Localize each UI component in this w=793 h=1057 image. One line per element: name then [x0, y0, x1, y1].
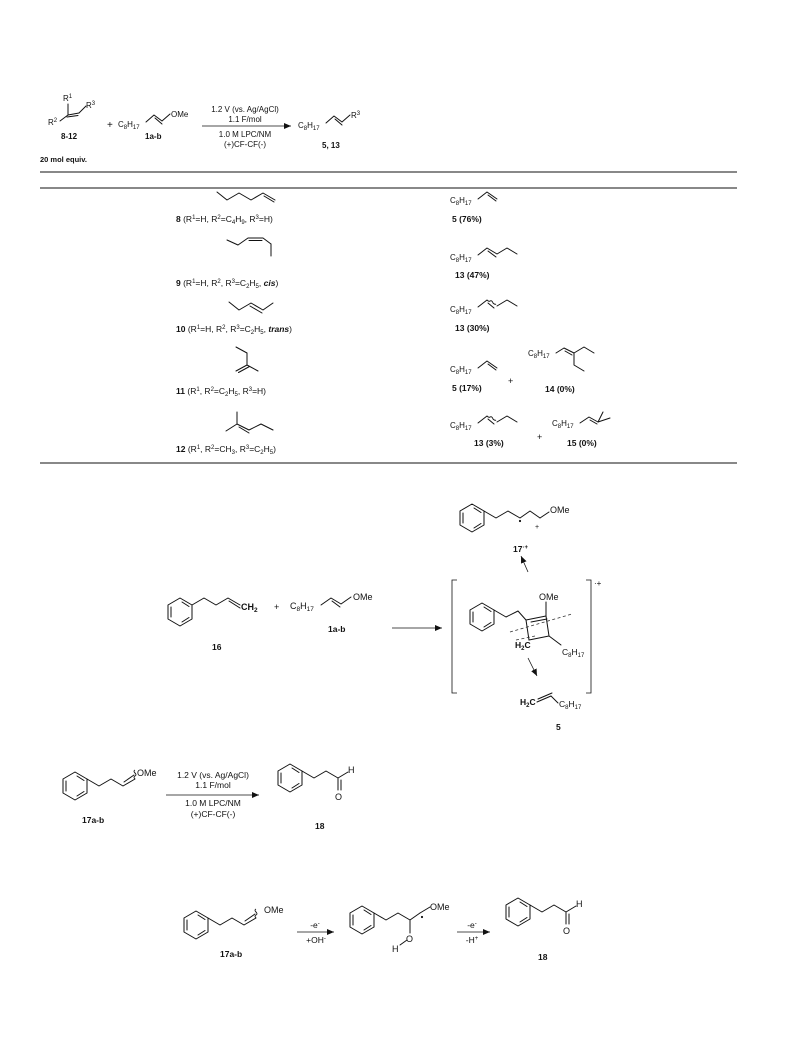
- h-label: H: [348, 765, 355, 775]
- ome-label: OMe: [550, 505, 570, 515]
- fragmentation-arrow-up: [521, 556, 528, 572]
- svg-text:C8H17: $C_8H_{17}$: [528, 349, 550, 360]
- product-label: 18: [538, 952, 548, 962]
- enol-ether-structure: [118, 110, 189, 131]
- o-label: O: [406, 934, 414, 944]
- ome-label: OMe: [171, 110, 189, 119]
- radical-cation-17-structure: [460, 504, 570, 532]
- substrate-table: [40, 172, 737, 463]
- ome-label: OMe: [539, 592, 559, 602]
- condition-charge: 1.1 F/mol: [228, 115, 262, 124]
- hydroxy-radical-intermediate: [350, 902, 450, 954]
- substrate-label: 12 ($R^1$, $R^2=CH_3$, $R^3=C_2H_5$): [176, 444, 276, 456]
- o-label: O: [335, 792, 343, 802]
- substrate-label: 8 ($R^1=H$, $R^2=C_4H_9$, $R^3=H$): [176, 214, 273, 226]
- compound-17ab-structure: [63, 768, 157, 800]
- svg-text:R3: $R^3$: [351, 111, 361, 120]
- scheme-3: [63, 764, 355, 831]
- aldehyde-18-structure: [506, 898, 583, 936]
- product-yield: 5 (17%): [452, 383, 482, 393]
- svg-text:C8H17: $C_8H_{17}$: [552, 419, 574, 430]
- substrate-label: 11 ($R^1$, $R^2=C_2H_5$, $R^3=H$): [176, 386, 266, 398]
- compound-16-structure: [168, 598, 258, 626]
- table-row: [176, 412, 610, 456]
- radical-cation-charge: ·+: [594, 579, 602, 588]
- enol-ether-structure: [290, 592, 373, 613]
- product-yield: 13 (30%): [455, 323, 490, 333]
- product-yield: 14 (0%): [545, 384, 575, 394]
- svg-text:C8H17: $C_8H_{17}$: [450, 196, 472, 207]
- reactant-b-label: 1a-b: [145, 132, 162, 141]
- h-label: H: [392, 944, 399, 954]
- ome-label: OMe: [264, 905, 284, 915]
- plus-sign: +: [508, 376, 514, 386]
- svg-text:C8H17: $C_8H_{17}$: [450, 253, 472, 264]
- table-row: [176, 238, 517, 290]
- compound-17ab-structure: [184, 905, 284, 939]
- svg-text:R2: $R^2$: [48, 118, 58, 127]
- c8h17-label: $C_8H_{17}$: [559, 699, 582, 711]
- plus-sign: +: [537, 432, 543, 442]
- reactant-label: 17a-b: [220, 949, 243, 959]
- svg-text:+: +: [535, 524, 540, 531]
- aldehyde-18-structure: [278, 764, 355, 802]
- condition-electrodes: (+)CF-CF(-): [190, 809, 236, 819]
- condition-charge: 1.1 F/mol: [195, 780, 231, 790]
- condition-potential: 1.2 V (vs. Ag/AgCl): [211, 105, 279, 114]
- compound-1ab-label: 1a-b: [328, 624, 346, 634]
- c8h17-label: $C_8H_{17}$: [562, 647, 585, 659]
- svg-text:C8H17: $C_8H_{17}$: [290, 601, 314, 613]
- ome-label: OMe: [137, 768, 157, 778]
- svg-text:C8H17: $C_8H_{17}$: [118, 120, 140, 131]
- h2c-label: $H_2C$: [520, 697, 536, 709]
- scheme-2: [168, 504, 602, 732]
- substrate-label: 9 ($R^1=H$, $R^2$, $R^3=C_2H_5$, cis): [176, 278, 279, 290]
- plus-sign: +: [274, 602, 280, 612]
- table-row: [176, 192, 497, 226]
- svg-text:R1: $R^1$: [63, 94, 73, 103]
- svg-text:R3: $R^3$: [86, 101, 96, 110]
- product-structure: [298, 111, 361, 132]
- svg-text:C8H17: $C_8H_{17}$: [450, 421, 472, 432]
- condition-potential: 1.2 V (vs. Ag/AgCl): [177, 770, 249, 780]
- table-row: [176, 347, 594, 398]
- product-label: 5, 13: [322, 141, 340, 150]
- ome-label: OMe: [430, 902, 450, 912]
- svg-text:C8H17: $C_8H_{17}$: [450, 365, 472, 376]
- ome-label: OMe: [353, 592, 373, 602]
- step2-bottom: -H+: [465, 935, 479, 945]
- scheme-4: [184, 898, 583, 962]
- condition-electrolyte: 1.0 M LPC/NM: [218, 130, 272, 139]
- substrate-label: 10 ($R^1=H$, $R^2$, $R^3=C_2H_5$, trans): [176, 324, 292, 336]
- step1-bottom: +OH-: [306, 935, 326, 945]
- cyclobutane-intermediate: [452, 579, 602, 693]
- step2-top: -e-: [467, 920, 477, 930]
- generic-alkene-structure: [48, 94, 96, 127]
- product-yield: 15 (0%): [567, 438, 597, 448]
- svg-text:C8H17: $C_8H_{17}$: [450, 305, 472, 316]
- condition-electrolyte: 1.0 M LPC/NM: [185, 798, 241, 808]
- radical-cation-label: 17·+: [513, 544, 528, 554]
- compound-16-label: 16: [212, 642, 222, 652]
- product-label: 18: [315, 821, 325, 831]
- product-5-structure: [520, 693, 582, 711]
- plus-sign: +: [107, 120, 113, 131]
- condition-electrodes: (+)CF-CF(-): [224, 140, 266, 149]
- step1-top: -e-: [310, 920, 320, 930]
- h2c-label: $H_2C$: [515, 640, 531, 652]
- o-label: O: [563, 926, 571, 936]
- ch2-label: $CH_2$: [241, 602, 258, 614]
- product-yield: 5 (76%): [452, 214, 482, 224]
- reactant-label: 17a-b: [82, 815, 105, 825]
- svg-text:C8H17: $C_8H_{17}$: [298, 121, 320, 132]
- reactant-a-label: 8-12: [61, 132, 78, 141]
- h-label: H: [576, 899, 583, 909]
- scheme-1: [40, 94, 361, 164]
- fragmentation-arrow-down: [528, 658, 537, 676]
- table-row: [176, 300, 517, 336]
- equiv-label: 20 mol equiv.: [40, 155, 87, 164]
- product-yield: 13 (3%): [474, 438, 504, 448]
- product-5-label: 5: [556, 722, 561, 732]
- product-yield: 13 (47%): [455, 270, 490, 280]
